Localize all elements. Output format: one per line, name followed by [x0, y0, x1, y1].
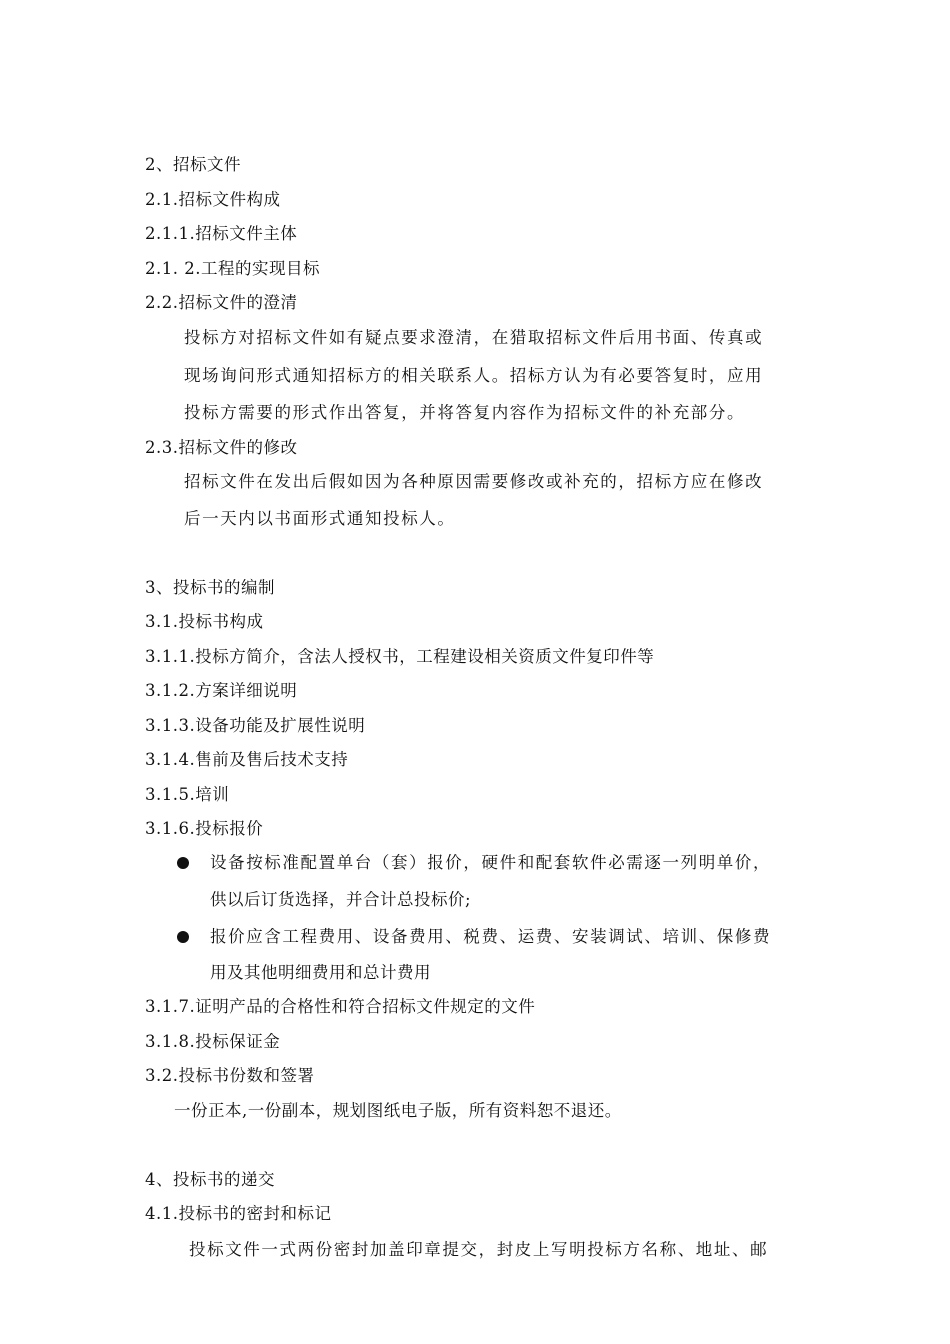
section-2-1-2-heading: 2.1. 2.工程的实现目标 [145, 259, 320, 278]
section-3-1-2-heading: 3.1.2.方案详细说明 [145, 681, 298, 700]
bullet-dot-icon [177, 931, 189, 943]
bullet-item-line: 用及其他明细费用和总计费用 [210, 963, 431, 982]
section-3-2-heading: 3.2.投标书份数和签署 [145, 1066, 315, 1085]
section-3-1-heading: 3.1.投标书构成 [145, 612, 264, 631]
section-2-2-body-line: 现场询问形式通知招标方的相关联系人。招标方认为有必要答复时，应用 [184, 366, 764, 385]
section-4-1-body: 投标文件一式两份密封加盖印章提交，封皮上写明投标方名称、地址、邮 [189, 1240, 769, 1259]
section-3-heading: 3、投标书的编制 [145, 578, 275, 597]
section-2-3-body-line: 后一天内以书面形式通知投标人。 [184, 509, 456, 528]
section-3-1-8-heading: 3.1.8.投标保证金 [145, 1032, 281, 1051]
bullet-item-line: 设备按标准配置单台（套）报价，硬件和配套软件必需逐一列明单价， [210, 853, 772, 872]
section-2-2-heading: 2.2.招标文件的澄清 [145, 293, 298, 312]
section-3-2-body: 一份正本,一份副本，规划图纸电子版，所有资料恕不退还。 [174, 1101, 622, 1120]
bullet-dot-icon [177, 857, 189, 869]
section-3-1-4-heading: 3.1.4.售前及售后技术支持 [145, 750, 349, 769]
section-2-heading: 2、招标文件 [145, 155, 241, 174]
section-3-1-1-heading: 3.1.1.投标方简介，含法人授权书，工程建设相关资质文件复印件等 [145, 647, 655, 666]
section-2-3-body-line: 招标文件在发出后假如因为各种原因需要修改或补充的，招标方应在修改 [184, 472, 764, 491]
section-2-2-body-line: 投标方对招标文件如有疑点要求澄清，在猎取招标文件后用书面、传真或 [184, 328, 764, 347]
section-3-1-3-heading: 3.1.3.设备功能及扩展性说明 [145, 716, 366, 735]
section-4-1-heading: 4.1.投标书的密封和标记 [145, 1204, 332, 1223]
section-4-heading: 4、投标书的递交 [145, 1170, 275, 1189]
bullet-item-line: 供以后订货选择，并合计总投标价; [210, 890, 472, 909]
section-3-1-5-heading: 3.1.5.培训 [145, 785, 230, 804]
section-2-1-heading: 2.1.招标文件构成 [145, 190, 281, 209]
section-2-2-body-line: 投标方需要的形式作出答复，并将答复内容作为招标文件的补充部分。 [184, 403, 746, 422]
bullet-item-line: 报价应含工程费用、设备费用、税费、运费、安装调试、培训、保修费 [210, 927, 772, 946]
section-3-1-7-heading: 3.1.7.证明产品的合格性和符合招标文件规定的文件 [145, 997, 536, 1016]
section-2-3-heading: 2.3.招标文件的修改 [145, 438, 298, 457]
section-2-1-1-heading: 2.1.1.招标文件主体 [145, 224, 298, 243]
section-3-1-6-heading: 3.1.6.投标报价 [145, 819, 264, 838]
